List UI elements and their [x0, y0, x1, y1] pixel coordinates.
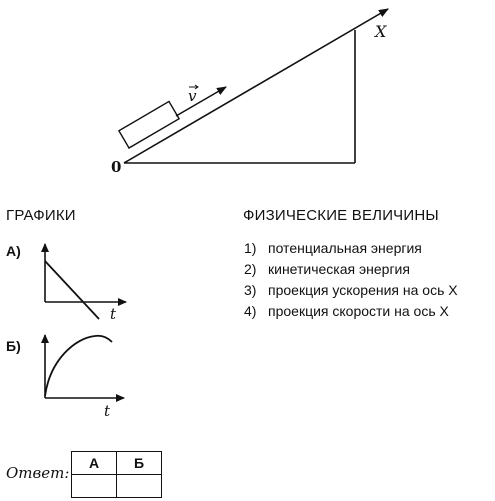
item-text: проекция скорости на ось X — [268, 303, 449, 319]
answer-column-b-header: Б — [117, 452, 162, 475]
item-text: потенциальная энергия — [268, 240, 422, 256]
graph-b-t-label: t — [104, 402, 111, 420]
item-number: 4) — [244, 303, 257, 319]
list-item — [244, 280, 458, 301]
graph-b — [30, 330, 140, 420]
answer-label: Ответ: — [6, 464, 70, 482]
list-item — [244, 238, 458, 259]
velocity-label: v — [188, 87, 197, 105]
item-text: проекция ускорения на ось X — [268, 282, 458, 298]
graph-a — [30, 240, 140, 320]
quantities-header: ФИЗИЧЕСКИЕ ВЕЛИЧИНЫ — [243, 207, 439, 224]
x-axis-arrow — [124, 9, 388, 163]
list-item — [244, 259, 458, 280]
origin-label: 0 — [111, 158, 122, 176]
x-axis-label: X — [375, 22, 387, 41]
graph-b-curve — [45, 336, 112, 396]
velocity-arrow — [176, 87, 226, 116]
graphs-header: ГРАФИКИ — [6, 207, 76, 224]
quantities-list — [244, 238, 458, 322]
block — [119, 101, 179, 148]
answer-cell-b[interactable] — [117, 475, 162, 498]
item-text: кинетическая энергия — [268, 261, 410, 277]
list-item — [244, 301, 458, 322]
item-number: 2) — [244, 261, 257, 277]
item-number: 3) — [244, 282, 257, 298]
graph-a-letter: А) — [6, 243, 21, 259]
answer-table — [71, 451, 162, 498]
item-number: 1) — [244, 240, 257, 256]
graph-b-letter: Б) — [6, 338, 21, 354]
incline-diagram — [0, 0, 495, 200]
graph-a-line — [45, 261, 99, 319]
graph-a-t-label: t — [110, 305, 117, 320]
answer-cell-a[interactable] — [72, 475, 117, 498]
answer-column-a-header: А — [72, 452, 117, 475]
